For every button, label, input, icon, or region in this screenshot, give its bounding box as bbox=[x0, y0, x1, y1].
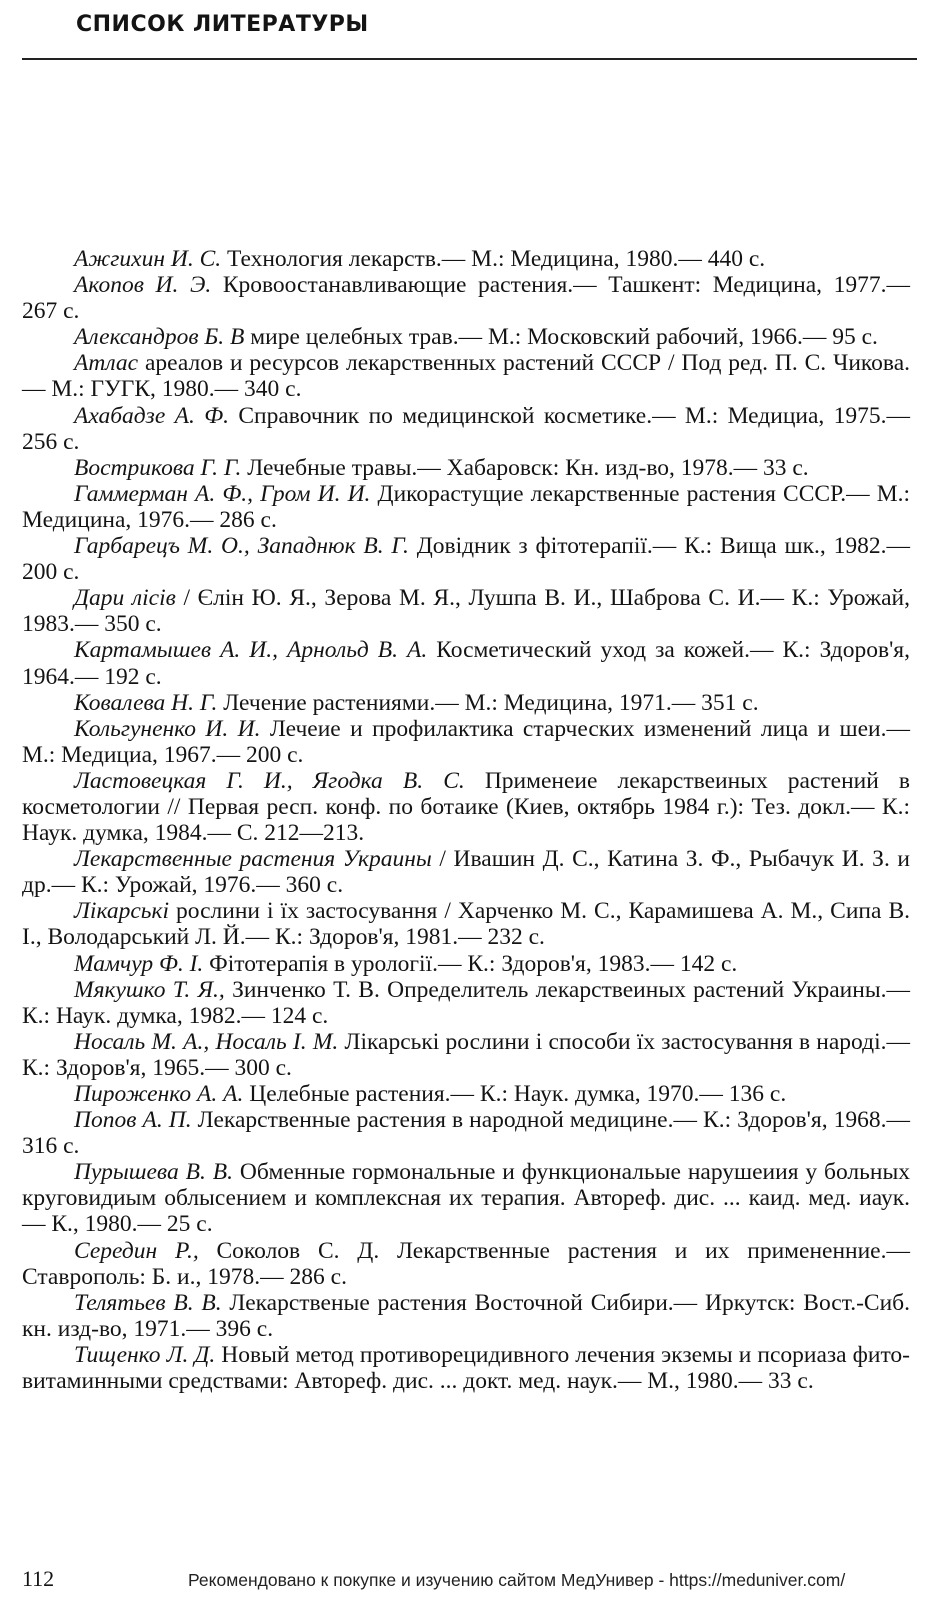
header-divider bbox=[22, 58, 917, 60]
page-header-title: СПИСОК ЛИТЕРАТУРЫ bbox=[76, 12, 369, 37]
entry-text: Справочник по медицинской косметике.— М.: Медициа, 1975.— 256 с. bbox=[22, 402, 910, 455]
entry-text: Зинченко Т. В. Определитель лекарствеиных растений Украины.— К.: Наук. думка, 1982.— 124 с. bbox=[22, 976, 910, 1029]
bibliography-entry bbox=[22, 846, 910, 898]
entry-author: Попов А. П. bbox=[74, 1107, 192, 1134]
entry-author: Лікарські bbox=[74, 898, 169, 925]
bibliography-entry bbox=[22, 1290, 910, 1342]
entry-author: Гарбарецъ М. О., Западнюк В. Г. bbox=[74, 533, 409, 560]
bibliography-entry bbox=[22, 637, 910, 689]
entry-text: Лікарські рослини і способи їх застосування в народі.— К.: Здоров'я, 1965.— 300 с. bbox=[22, 1028, 910, 1081]
bibliography-entry bbox=[22, 455, 910, 481]
entry-text: Лечение растениями.— М.: Медицина, 1971.— 351 с. bbox=[217, 689, 759, 716]
bibliography-entry bbox=[22, 324, 910, 350]
entry-text: ареалов и ресурсов лекарственных растений СССР / Под ред. П. С. Чикова.— М.: ГУГК, 1980.— 340 с. bbox=[22, 350, 910, 403]
entry-author: Александров Б. В bbox=[74, 324, 245, 351]
entry-author: Середин Р., bbox=[74, 1237, 199, 1264]
bibliography-entry bbox=[22, 481, 910, 533]
entry-text: Лекарственые растения Восточной Сибири.— Иркутск: Вост.-Сиб. кн. изд-во, 1971.— 396 с. bbox=[22, 1289, 910, 1342]
entry-text: Обменные гормональные и функциональые нарушеиия у больных круговидиым облысением и комплексная их терапия. Автореф. дис. ... каид. мед. иаук.— К., 1980.— 25 с. bbox=[22, 1159, 910, 1238]
entry-text: Технология лекарств.— М.: Медицина, 1980.— 440 с. bbox=[221, 246, 766, 272]
footer-recommendation: Рекомендовано к покупке и изучению сайтом МедУнивер - https://meduniver.com/ bbox=[188, 1570, 846, 1590]
entry-author: Кольгуненко И. И. bbox=[74, 715, 261, 742]
entry-text: Дикорастущие лекарственные растения СССР.— М.: Медицина, 1976.— 286 с. bbox=[22, 480, 910, 533]
bibliography-entry bbox=[22, 1029, 910, 1081]
entry-text: Косметический уход за кожей.— К.: Здоров'я, 1964.— 192 с. bbox=[22, 637, 910, 690]
bibliography-entry bbox=[22, 1081, 910, 1107]
bibliography-entry bbox=[22, 716, 910, 768]
entry-author: Пироженко А. А. bbox=[74, 1081, 244, 1107]
entry-text: Фітотерапія в урології.— К.: Здоров'я, 1983.— 142 с. bbox=[203, 950, 738, 977]
entry-author: Мамчур Ф. І. bbox=[74, 950, 204, 977]
entry-author: Акопов И. Э. bbox=[74, 272, 212, 299]
entry-text: Лечебные травы.— Хабаровск: Кн. изд-во, 1978.— 33 с. bbox=[241, 454, 809, 481]
entry-author: Гаммерман А. Ф., Гром И. И. bbox=[74, 480, 371, 507]
entry-author: Вострикова Г. Г. bbox=[74, 454, 242, 481]
entry-author: Ажгихин И. С. bbox=[74, 246, 222, 272]
entry-text: Лечеие и профилактика старческих изменений лица и шеи.— М.: Медициа, 1967.— 200 с. bbox=[22, 715, 910, 768]
bibliography-entry bbox=[22, 246, 910, 272]
bibliography-entry bbox=[22, 403, 910, 455]
entry-text: Целебные растения.— К.: Наук. думка, 1970.— 136 с. bbox=[243, 1081, 787, 1107]
entry-text: / Ивашин Д. С., Катина З. Ф., Рыбачук И. З. и др.— К.: Урожай, 1976.— 360 с. bbox=[22, 846, 910, 899]
entry-text: мире целебных трав.— М.: Московский рабочий, 1966.— 95 с. bbox=[244, 324, 878, 351]
bibliography-entry bbox=[22, 951, 910, 977]
bibliography-entry bbox=[22, 1107, 910, 1159]
entry-text: Кровоостанавливающие растения.— Ташкент: Медицина, 1977.— 267 с. bbox=[22, 272, 911, 325]
bibliography-entry bbox=[22, 350, 910, 402]
entry-text: рослини і їх застосування / Харченко М. С., Карамишева А. М., Сипа В. І., Володарський Л. Й.— К.: Здоров'я, 1981.— 232 с. bbox=[22, 898, 910, 951]
bibliography-entry bbox=[22, 898, 910, 950]
page-number: 112 bbox=[22, 1566, 55, 1591]
entry-author: Мякушко Т. Я., bbox=[74, 976, 225, 1003]
entry-text: Применеие лекарствеиных растений в косметологии // Первая респ. конф. по ботаике (Киев, октябрь 1984 г.): Тез. докл.— К.: Наук. думка, 1984.— С. 212—213. bbox=[22, 767, 910, 847]
bibliography-entry bbox=[22, 1238, 910, 1290]
entry-author: Атлас bbox=[74, 350, 139, 377]
bibliography-entry bbox=[22, 1159, 910, 1237]
entry-author: Пурышева В. В. bbox=[74, 1159, 233, 1186]
entry-author: Дари лісів bbox=[74, 585, 176, 612]
entry-text: Новый метод противорецидивного лечения экземы и псориаза фито-витаминными средствами: Автореф. дис. ... докт. мед. наук.— М., 1980.— 33 с. bbox=[22, 1341, 911, 1395]
entry-author: Ахабадзе А. Ф. bbox=[74, 402, 229, 429]
bibliography-entry bbox=[22, 690, 910, 716]
bibliography-entry bbox=[22, 585, 910, 637]
bibliography-entry bbox=[22, 1342, 910, 1394]
entry-author: Ковалева Н. Г. bbox=[74, 689, 218, 716]
entry-author: Носаль М. А., Носаль І. М. bbox=[74, 1028, 339, 1055]
entry-author: Телятьев В. В. bbox=[74, 1289, 222, 1316]
entry-author: Картамышев А. И., Арнольд В. А. bbox=[74, 637, 428, 664]
bibliography-entry bbox=[22, 533, 910, 585]
bibliography-entry bbox=[22, 977, 910, 1029]
entry-author: Ластовецкая Г. И., Ягодка В. С. bbox=[74, 767, 465, 794]
entry-author: Лекарственные растения Украины bbox=[74, 846, 432, 873]
entry-text: / Єлін Ю. Я., Зерова М. Я., Лушпа В. И., Шаброва С. И.— К.: Урожай, 1983.— 350 с. bbox=[22, 585, 910, 638]
bibliography-entry bbox=[22, 768, 910, 846]
entry-text: Соколов С. Д. Лекарственные растения и их примененние.— Ставрополь: Б. и., 1978.— 286 с. bbox=[22, 1237, 910, 1290]
bibliography-entry bbox=[22, 272, 910, 324]
entry-author: Тищенко Л. Д. bbox=[74, 1341, 216, 1368]
entry-text: Лекарственные растения в народной медицине.— К.: Здоров'я, 1968.— 316 с. bbox=[22, 1107, 911, 1160]
entry-text: Довідник з фітотерапії.— К.: Вища шк., 1982.— 200 с. bbox=[22, 533, 910, 586]
bibliography-list bbox=[22, 246, 910, 1394]
